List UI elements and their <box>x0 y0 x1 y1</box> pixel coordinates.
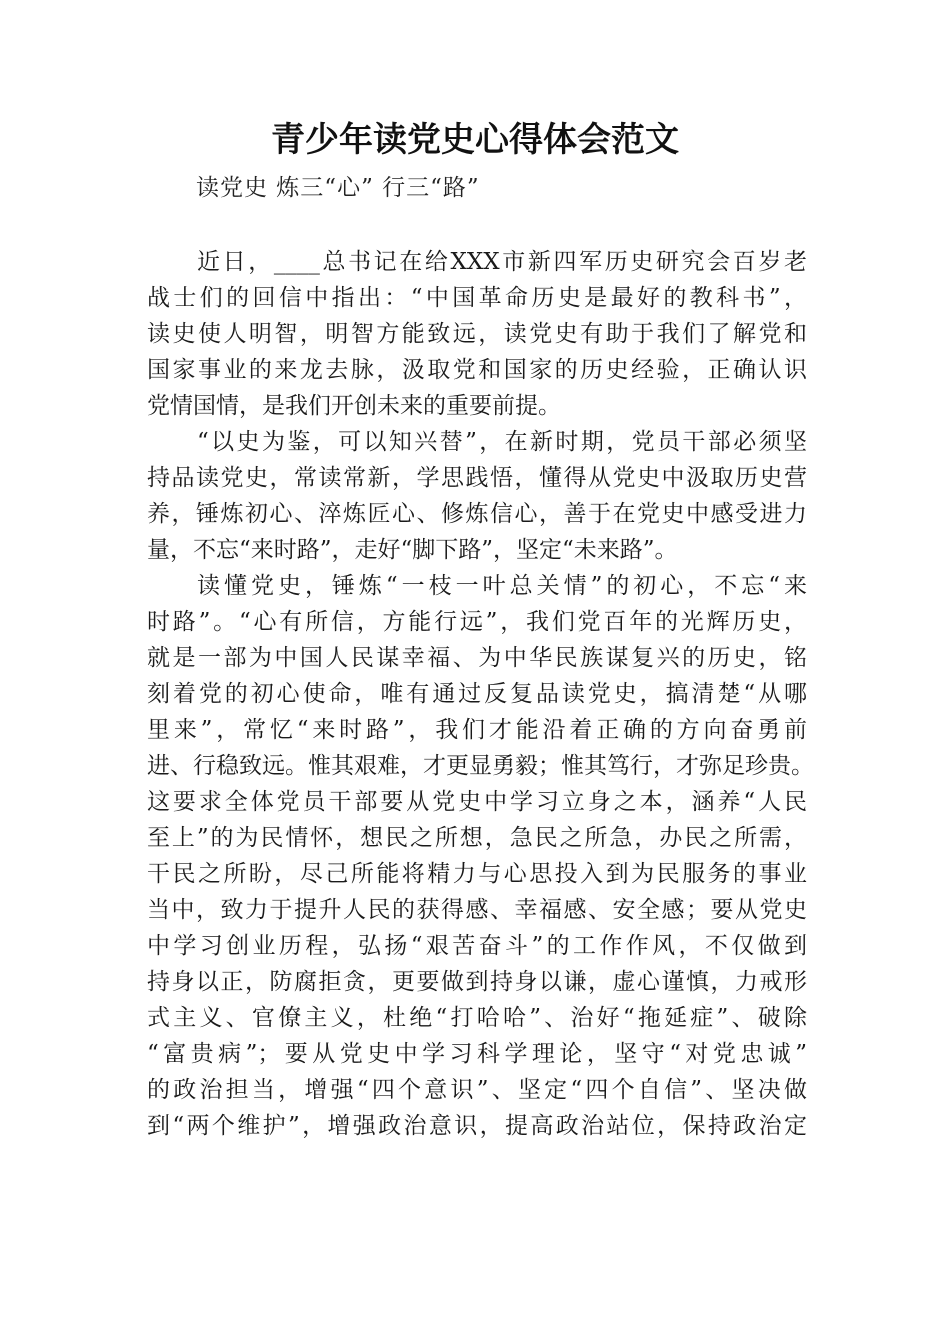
paragraph-line: 国家事业的来龙去脉，汲取党和国家的历史经验，正确认识 <box>147 357 807 383</box>
paragraph-line: 进、行稳致远。惟其艰难，才更显勇毅；惟其笃行，才弥足珍贵。 <box>147 753 814 779</box>
paragraph-line: 这要求全体党员干部要从党史中学习立身之本，涵养“人民 <box>147 789 807 815</box>
paragraph-line: 时路”。“心有所信，方能行远”，我们党百年的光辉历史， <box>147 609 807 635</box>
paragraph-line: 读史使人明智，明智方能致远，读党史有助于我们了解党和 <box>147 321 807 347</box>
document-subtitle: 读党史 炼三“心” 行三“路” <box>196 175 480 201</box>
document-title: 青少年读党史心得体会范文 <box>271 120 679 160</box>
paragraph-line: 式主义、官僚主义，杜绝“打哈哈”、治好“拖延症”、破除 <box>147 1005 807 1031</box>
paragraph-line: 量，不忘“来时路”，走好“脚下路”，坚定“未来路”。 <box>147 537 678 563</box>
paragraph-line: 干民之所盼，尽己所能将精力与心思投入到为民服务的事业 <box>147 861 807 887</box>
paragraph-line: 持品读党史，常读常新，学思践悟，懂得从党史中汲取历史营 <box>147 465 807 491</box>
paragraph-line: 当中，致力于提升人民的获得感、幸福感、安全感；要从党史 <box>147 897 807 923</box>
paragraph-line: 刻着党的初心使命，唯有通过反复品读党史，搞清楚“从哪 <box>147 681 807 707</box>
paragraph-line: 到“两个维护”，增强政治意识，提高政治站位，保持政治定 <box>147 1113 807 1139</box>
paragraph-line: 读懂党史，锤炼“一枝一叶总关情”的初心，不忘“来 <box>197 573 807 599</box>
paragraph-line: 就是一部为中国人民谋幸福、为中华民族谋复兴的历史，铭 <box>147 645 807 671</box>
paragraph-line: 近日，____总书记在给XXX市新四军历史研究会百岁老 <box>197 249 807 275</box>
paragraph-line: 战士们的回信中指出：“中国革命历史是最好的教科书”， <box>147 285 807 311</box>
paragraph-line: 持身以正，防腐拒贪，更要做到持身以谦，虚心谨慎，力戒形 <box>147 969 807 995</box>
paragraph-line: 的政治担当，增强“四个意识”、坚定“四个自信”、坚决做 <box>147 1077 807 1103</box>
paragraph-line: 党情国情，是我们开创未来的重要前提。 <box>147 393 561 419</box>
paragraph-line: 里来”，常忆“来时路”，我们才能沿着正确的方向奋勇前 <box>147 717 807 743</box>
paragraph-line: “以史为鉴，可以知兴替”，在新时期，党员干部必须坚 <box>197 429 807 455</box>
paragraph-line: 中学习创业历程，弘扬“艰苦奋斗”的工作作风，不仅做到 <box>147 933 807 959</box>
paragraph-line: 至上”的为民情怀，想民之所想，急民之所急，办民之所需， <box>147 825 807 851</box>
document-body <box>147 244 814 1144</box>
paragraph-line: “富贵病”；要从党史中学习科学理论，坚守“对党忠诚” <box>147 1041 807 1067</box>
paragraph-line: 养，锤炼初心、淬炼匠心、修炼信心，善于在党史中感受进力 <box>147 501 807 527</box>
